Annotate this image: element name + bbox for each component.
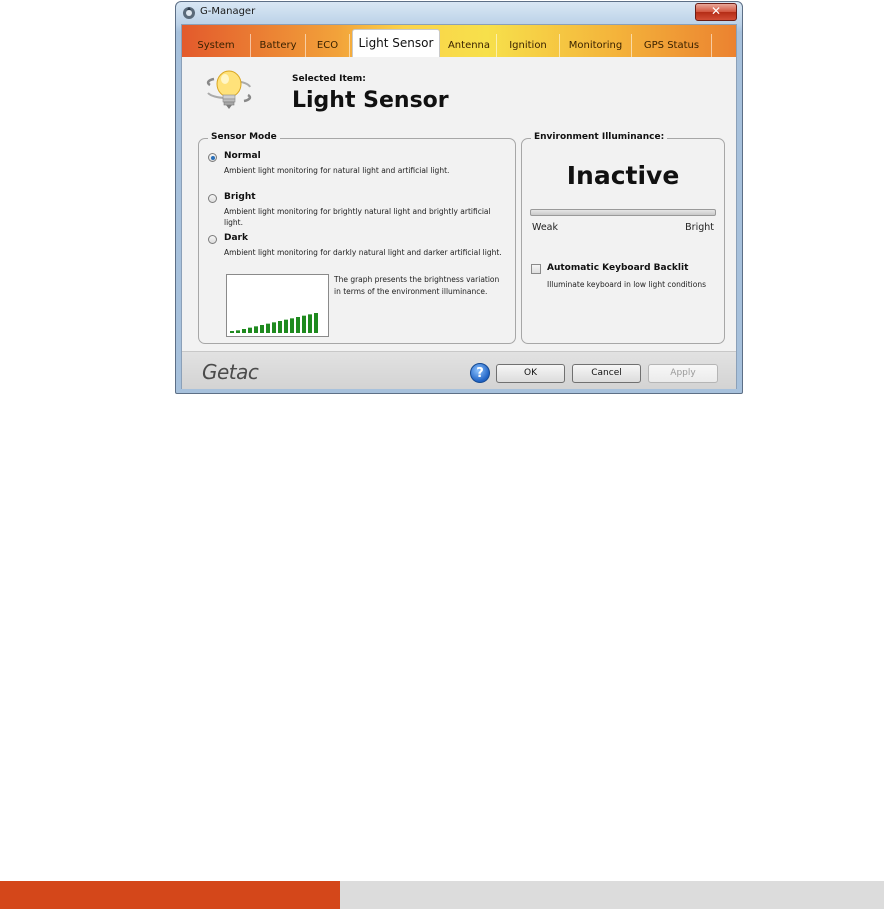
client-area xyxy=(181,24,737,389)
sensor-mode-group xyxy=(198,132,516,344)
environment-illuminance-legend: Environment Illuminance: xyxy=(531,132,667,142)
page-footer-accent-bar xyxy=(0,881,340,909)
graph-bar xyxy=(242,329,246,333)
graph-bar xyxy=(278,321,282,333)
brightness-graph-bars xyxy=(227,275,328,336)
tab-antenna[interactable]: Antenna xyxy=(442,34,497,57)
graph-bar xyxy=(284,320,288,333)
bright-description: Ambient light monitoring for brightly natural light and brightly artificial light. xyxy=(224,207,491,227)
graph-bar xyxy=(290,318,294,333)
graph-bar xyxy=(308,314,312,333)
graph-bar xyxy=(260,325,264,333)
selected-item-value: Light Sensor xyxy=(292,88,449,113)
environment-illuminance-group xyxy=(521,132,725,344)
graph-note: The graph presents the brightness variation in terms of the environment illuminance. xyxy=(334,275,500,296)
close-button[interactable]: ✕ xyxy=(695,3,737,21)
graph-bar xyxy=(230,331,234,333)
getac-logo: Getac xyxy=(202,360,259,384)
title-bar[interactable] xyxy=(176,2,742,24)
apply-button[interactable]: Apply xyxy=(648,364,718,383)
normal-label[interactable]: Normal xyxy=(224,151,261,161)
normal-radio[interactable] xyxy=(208,153,217,162)
tab-gps-status[interactable]: GPS Status xyxy=(632,34,712,57)
g-manager-app-icon xyxy=(182,6,196,20)
tab-ignition[interactable]: Ignition xyxy=(497,34,560,57)
window-title: G-Manager xyxy=(200,6,256,17)
dark-description: Ambient light monitoring for darkly natural light and darker artificial light. xyxy=(224,248,502,257)
illuminance-status: Inactive xyxy=(566,161,680,190)
graph-bar xyxy=(254,326,258,333)
brightness-graph xyxy=(226,274,329,337)
tab-eco[interactable]: ECO xyxy=(306,34,350,57)
tab-monitoring[interactable]: Monitoring xyxy=(560,34,632,57)
bright-radio[interactable] xyxy=(208,194,217,203)
graph-bar xyxy=(314,313,318,333)
tab-battery[interactable]: Battery xyxy=(251,34,306,57)
selected-item-label: Selected Item: xyxy=(292,74,366,84)
light-bulb-icon xyxy=(204,65,254,117)
keyboard-backlit-description: Illuminate keyboard in low light conditions xyxy=(547,280,706,289)
dark-radio[interactable] xyxy=(208,235,217,244)
ok-button[interactable]: OK xyxy=(496,364,565,383)
graph-bar xyxy=(236,330,240,333)
keyboard-backlit-checkbox[interactable] xyxy=(531,264,541,274)
tab-system[interactable]: System xyxy=(182,34,251,57)
dialog-footer xyxy=(182,351,736,389)
graph-bar xyxy=(248,328,252,333)
tab-bar xyxy=(182,25,736,57)
g-manager-window xyxy=(175,1,743,394)
page-footer-neutral-bar xyxy=(340,881,884,909)
bright-label-scale: Bright xyxy=(685,222,714,233)
cancel-button[interactable]: Cancel xyxy=(572,364,641,383)
bright-label[interactable]: Bright xyxy=(224,192,256,202)
tab-light-sensor[interactable]: Light Sensor xyxy=(352,29,440,57)
weak-label: Weak xyxy=(532,222,559,233)
help-icon[interactable]: ? xyxy=(470,363,490,383)
keyboard-backlit-label[interactable]: Automatic Keyboard Backlit xyxy=(547,263,689,273)
normal-description: Ambient light monitoring for natural light and artificial light. xyxy=(224,166,450,175)
sensor-mode-legend: Sensor Mode xyxy=(208,132,280,142)
graph-bar xyxy=(272,322,276,333)
graph-bar xyxy=(296,317,300,333)
dark-label[interactable]: Dark xyxy=(224,233,248,243)
graph-bar xyxy=(266,324,270,333)
illuminance-level-bar xyxy=(530,209,716,216)
graph-bar xyxy=(302,316,306,333)
